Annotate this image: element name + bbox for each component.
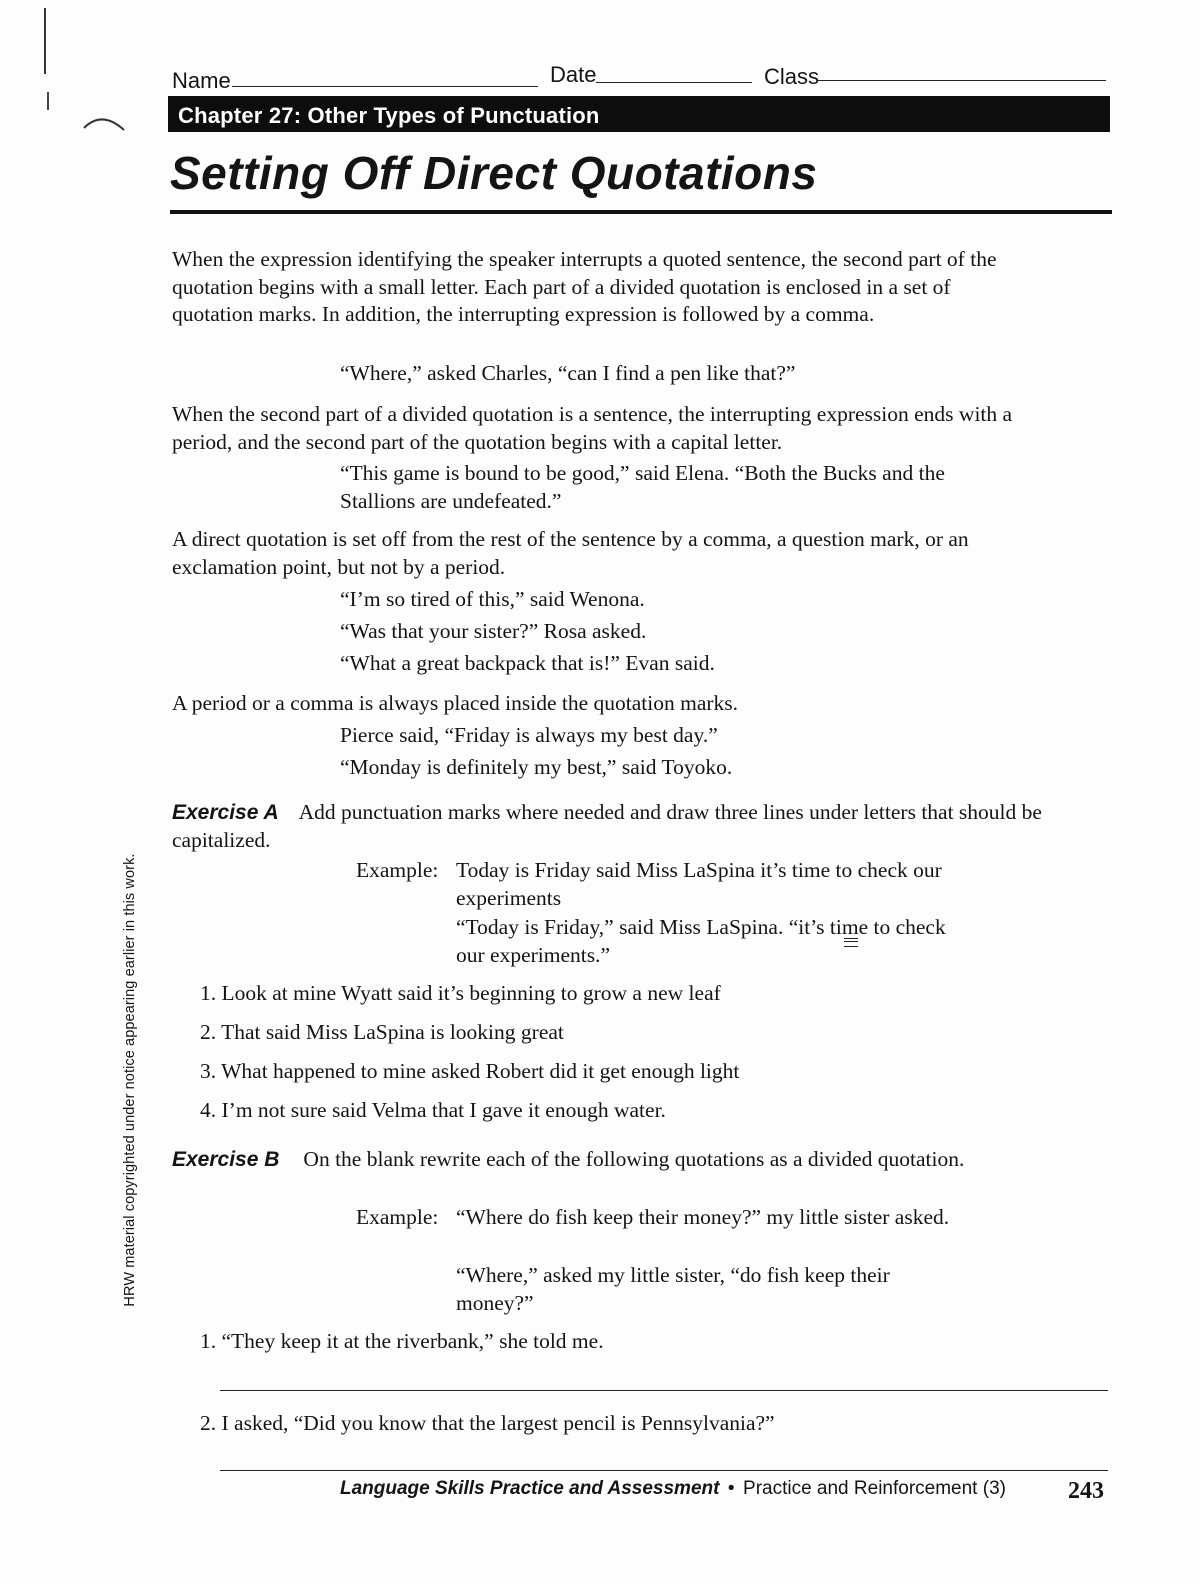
copyright-side-notice: HRW material copyrighted under notice appearing earlier in this work. <box>122 853 138 1307</box>
example-b-label: Example: <box>356 1205 439 1229</box>
rule-example: “Monday is definitely my best,” said Toyoko. <box>340 755 733 779</box>
title-rule <box>170 210 1112 214</box>
rule-example: “This game is bound to be good,” said Elena. “Both the Bucks and the Stallions are undefeated.” <box>340 461 945 513</box>
exercise-a-instructions: Add punctuation marks where needed and draw three lines under letters that should be capitalized. <box>172 800 1042 852</box>
answer-blank[interactable] <box>220 1390 1108 1391</box>
example-a-question: Today is Friday said Miss LaSpina it’s time to check our experiments <box>456 858 942 910</box>
chapter-heading: Chapter 27: Other Types of Punctuation <box>178 103 600 128</box>
page-number: 243 <box>1068 1478 1104 1504</box>
class-field[interactable] <box>818 80 1106 81</box>
name-label: Name <box>172 68 231 93</box>
scan-mark <box>44 8 46 74</box>
page-title: Setting Off Direct Quotations <box>170 147 818 199</box>
exercise-b-item: 2. I asked, “Did you know that the largest pencil is Pennsylvania?” <box>200 1411 775 1435</box>
exercise-a-item: 3. What happened to mine asked Robert did it get enough light <box>200 1059 740 1083</box>
example-a-label: Example: <box>356 858 439 882</box>
footer <box>340 1478 1006 1500</box>
rule-text: A direct quotation is set off from the rest of the sentence by a comma, a question mark, or an exclamation point, but not by a period. <box>172 527 969 579</box>
name-field[interactable] <box>232 86 538 87</box>
example-b-question: “Where do fish keep their money?” my little sister asked. <box>456 1205 950 1229</box>
exercise-a-label: Exercise A <box>172 801 279 824</box>
exercise-a-item: 1. Look at mine Wyatt said it’s beginning to grow a new leaf <box>200 981 721 1005</box>
answer-blank[interactable] <box>220 1470 1108 1471</box>
capitalization-mark <box>844 938 858 947</box>
footer-book-title: Language Skills Practice and Assessment <box>340 1478 720 1499</box>
exercise-b-item: 1. “They keep it at the riverbank,” she told me. <box>200 1329 604 1353</box>
exercise-b-instructions: On the blank rewrite each of the following quotations as a divided quotation. <box>303 1147 965 1171</box>
hole-punch-mark <box>80 110 130 140</box>
rule-text: A period or a comma is always placed inside the quotation marks. <box>172 691 739 715</box>
date-label: Date <box>550 62 597 87</box>
exercise-a-item: 2. That said Miss LaSpina is looking great <box>200 1020 564 1044</box>
rule-example: “I’m so tired of this,” said Wenona. <box>340 587 645 611</box>
example-b-answer: “Where,” asked my little sister, “do fish keep their money?” <box>456 1263 890 1315</box>
rule-text: When the second part of a divided quotation is a sentence, the interrupting expression ends with a period, and the second part of the quotation begins with a capital letter. <box>172 402 1013 454</box>
exercise-a-item: 4. I’m not sure said Velma that I gave it enough water. <box>200 1098 666 1122</box>
example-a-answer: “Today is Friday,” said Miss LaSpina. “it’s time to check our experiments.” <box>456 915 946 967</box>
rule-example: “Where,” asked Charles, “can I find a pen like that?” <box>340 361 796 385</box>
footer-bullet: • <box>727 1478 735 1499</box>
date-field[interactable] <box>596 82 752 83</box>
exercise-b-label: Exercise B <box>172 1148 280 1171</box>
rule-example: “What a great backpack that is!” Evan said. <box>340 651 715 675</box>
class-label: Class <box>764 64 820 89</box>
exercise-a-heading <box>172 799 1042 854</box>
scan-mark <box>47 92 49 110</box>
exercise-b-heading <box>172 1146 1012 1174</box>
rule-example: Pierce said, “Friday is always my best day.” <box>340 723 718 747</box>
rule-example: “Was that your sister?” Rosa asked. <box>340 619 647 643</box>
footer-section: Practice and Reinforcement (3) <box>743 1478 1006 1499</box>
rule-text: When the expression identifying the speaker interrupts a quoted sentence, the second part of the quotation begins with a small letter. Each part of a divided quotation is enclosed in a set of quotation marks. In addition, the interrupting expression is followed by a comma. <box>172 247 997 326</box>
